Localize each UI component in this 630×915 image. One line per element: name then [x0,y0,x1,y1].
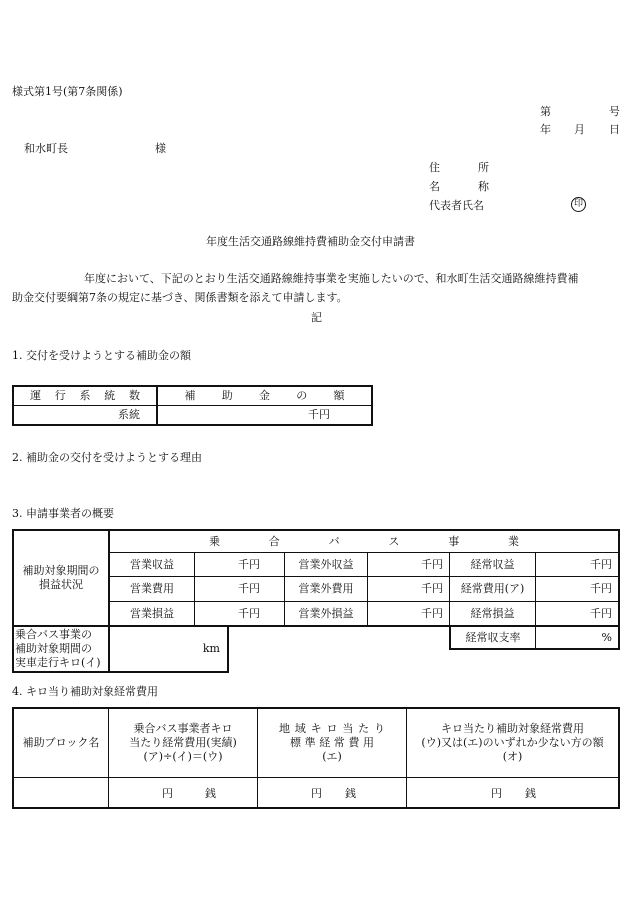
doc-number-suffix: 号 [609,105,620,118]
bus-business-header: 乗合バス事業 [209,534,519,548]
addressee-honorific: 様 [155,142,166,155]
addressee: 和水町長 [24,142,68,155]
ordinary-expense-label: 経常費用(ア) [460,582,525,596]
body-line-2: 助金交付要綱第7条の規定に基づき、関係書類を添えて申請します。 [12,291,348,304]
section4-heading: 4. キロ当り補助対象経常費用 [12,685,158,698]
date-month: 月 [574,123,585,136]
col3-sen-unit: 銭 [345,787,356,800]
seal-stamp: 印 [571,197,586,212]
col2-line2: 当たり経常費用(実績) [129,736,237,750]
mileage-unit: km [202,642,220,656]
operating-expense-label: 営業費用 [130,582,174,596]
non-operating-expense-label: 営業外費用 [298,582,354,596]
col4-sen-unit: 銭 [525,787,536,800]
operating-expense-unit: 千円 [238,582,260,596]
ordinary-profit-unit: 千円 [590,606,612,620]
route-count-unit: 系統 [118,408,140,422]
mileage-label-line2: 補助対象期間の [15,642,92,656]
operating-profit-unit: 千円 [238,606,260,620]
col-subsidy-cost-per-km [407,709,618,777]
operating-revenue-label: 営業収益 [130,557,174,571]
mileage-label [14,627,108,671]
col3-yen-unit: 円 [311,787,322,800]
ordinary-profit-label: 経常損益 [470,606,515,620]
col2-sen-unit: 銭 [205,787,216,800]
col-route-count: 運行系統数 [30,389,140,403]
operating-revenue-unit: 千円 [238,557,260,571]
col4-yen-unit: 円 [491,787,502,800]
ordinary-ratio-unit: % [601,630,612,644]
col2-line1: 乗合バス事業者キロ [133,722,233,736]
date-day: 日 [609,123,620,136]
ki-marker: 記 [311,311,322,324]
mileage-label-line3: 実車走行キロ(イ) [15,655,101,669]
section2-heading: 2. 補助金の交付を受けようとする理由 [12,451,202,464]
name-label: 名 称 [429,180,489,193]
mileage-label-line1: 乗合バス事業の [15,628,92,642]
non-operating-profit-label: 営業外損益 [298,606,354,620]
col2-line3: (ア)÷(イ)＝(ウ) [143,749,223,763]
non-operating-profit-unit: 千円 [421,606,443,620]
col4-line1: キロ当たり補助対象経常費用 [441,722,584,736]
doc-number-prefix: 第 [540,105,551,118]
ordinary-ratio-label: 経常収支率 [465,630,521,644]
col-standard-cost-per-km [258,709,406,777]
col3-line1: 地域キロ当たり [279,722,385,736]
form-number: 様式第1号(第7条関係) [12,85,123,98]
section1-heading: 1. 交付を受けようとする補助金の額 [12,349,191,362]
operating-profit-label: 営業損益 [130,606,174,620]
body-line-1: 年度において、下記のとおり生活交通路線維持事業を実施したいので、和水町生活交通路線維持費補 [84,272,579,285]
non-operating-revenue-label: 営業外収益 [298,557,354,571]
ordinary-expense-unit: 千円 [590,582,612,596]
col3-line2: 標準経常費用 [290,736,374,750]
non-operating-revenue-unit: 千円 [421,557,443,571]
document-title: 年度生活交通路線維持費補助金交付申請書 [206,235,415,248]
section3-heading: 3. 申請事業者の概要 [12,507,114,520]
col-actual-cost-per-km [109,709,257,777]
address-label: 住 所 [429,161,489,174]
ordinary-revenue-label: 経常収益 [470,557,515,571]
non-operating-expense-unit: 千円 [421,582,443,596]
col3-line3: (エ) [322,749,342,763]
col-subsidy-amount: 補助金の額 [184,389,345,403]
date-year: 年 [540,123,551,136]
col-block-name: 補助ブロック名 [22,736,100,750]
representative-label: 代表者氏名 [429,199,484,212]
col2-yen-unit: 円 [162,787,173,800]
ordinary-revenue-unit: 千円 [590,557,612,571]
profit-loss-row-header: 補助対象期間の損益状況 [22,564,100,591]
subsidy-amount-unit: 千円 [308,408,330,422]
col4-line2: (ウ)又は(エ)のいずれか少ない方の額 [421,736,604,750]
col4-line3: (オ) [502,749,523,763]
